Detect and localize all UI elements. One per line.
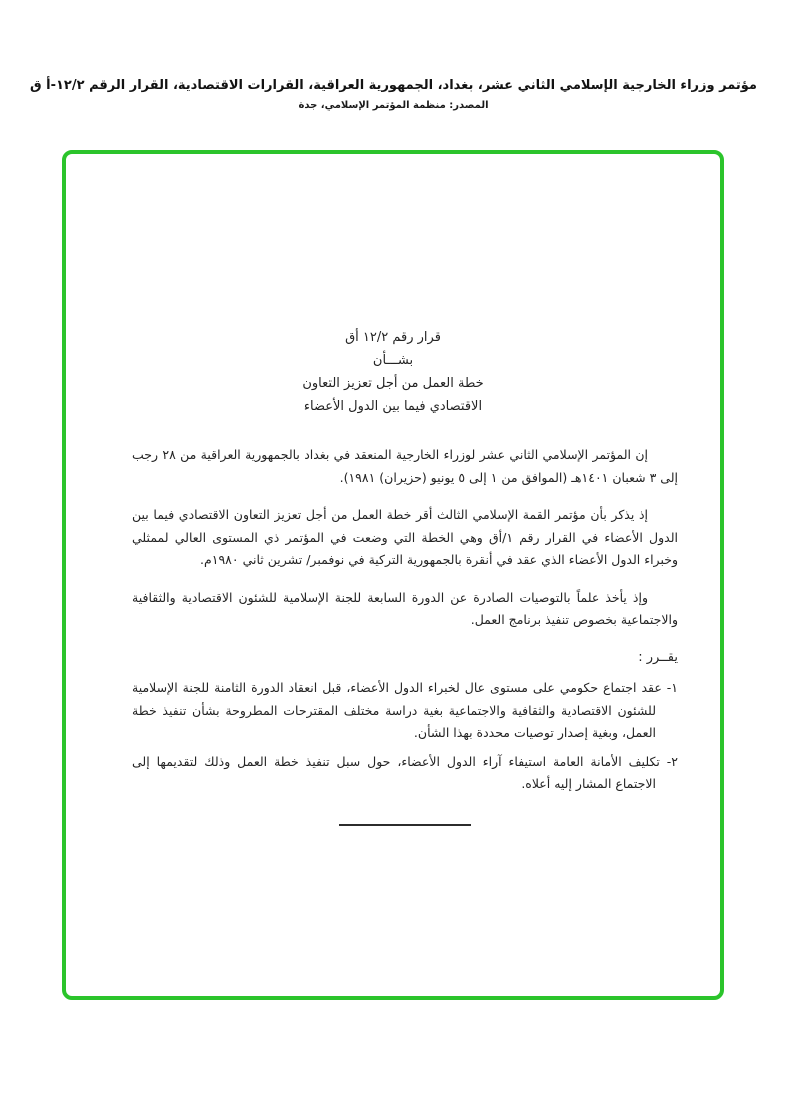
citation-source: المصدر: منظمة المؤتمر الإسلامي، جدة xyxy=(298,100,489,111)
decree-item-2: ٢- تكليف الأمانة العامة استيفاء آراء الدول الأعضاء، حول سبل تنفيذ خطة العمل وذلك لتقديمها إلى الاجتماع المشار إليه أعلاه. xyxy=(132,753,678,791)
resolution-title-block xyxy=(66,326,720,418)
scanned-document-frame xyxy=(62,150,724,1000)
resolution-subject-line1: خطة العمل من أجل تعزيز التعاون xyxy=(302,376,484,391)
resolution-regarding: بشـــأن xyxy=(372,353,414,368)
paragraph-recalling: إذ يذكر بأن مؤتمر القمة الإسلامي الثالث أقر خطة العمل من أجل تعزيز التعاون الاقتصادي فيما بين الدول الأعضاء في القرار رقم ١/أق وهي الخطة التي وضعت في المؤتمر ذي المستوى العالي لممثلي وخبراء الدول الأعضاء الذي عقد في أنقرة بالجمهورية التركية في نوفمبر/ تشرين ثاني ١٩٨٠م. xyxy=(132,507,678,567)
decree-label: يقــرر : xyxy=(638,649,678,665)
resolution-number: قرار رقم ١٢/٢ أق xyxy=(345,330,441,345)
end-divider-line xyxy=(339,824,471,826)
resolution-subject-line2: الاقتصادي فيما بين الدول الأعضاء xyxy=(303,399,483,414)
citation-title: مؤتمر وزراء الخارجية الإسلامي الثاني عشر، بغداد، الجمهورية العراقية، القرارات الاقتصادية، القرار الرقم ١٢/٢-أ ق xyxy=(29,78,757,93)
citation-header xyxy=(0,78,787,111)
paragraph-preamble: إن المؤتمر الإسلامي الثاني عشر لوزراء الخارجية المنعقد في بغداد بالجمهورية العراقية من ٢٨ رجب إلى ٣ شعبان ١٤٠١هـ (الموافق من ١ إلى ٥ يونيو (حزيران) ١٩٨١). xyxy=(132,447,678,485)
resolution-body xyxy=(132,444,678,826)
scanned-document xyxy=(66,326,720,826)
paragraph-noting: وإذ يأخذ علماً بالتوصيات الصادرة عن الدورة السابعة للجنة الإسلامية للشئون الاقتصادية والثقافية والاجتماعية بخصوص تنفيذ برنامج العمل. xyxy=(132,589,678,627)
decree-item-1: ١- عقد اجتماع حكومي على مستوى عال لخبراء الدول الأعضاء، قبل انعقاد الدورة الثامنة للجنة الإسلامية للشئون الاقتصادية والثقافية والاجتماعية بغية دراسة مختلف المقترحات المطروحة بشأن تنفيذ خطة العمل، وبغية إصدار توصيات محددة بهذا الشأن. xyxy=(132,680,678,740)
